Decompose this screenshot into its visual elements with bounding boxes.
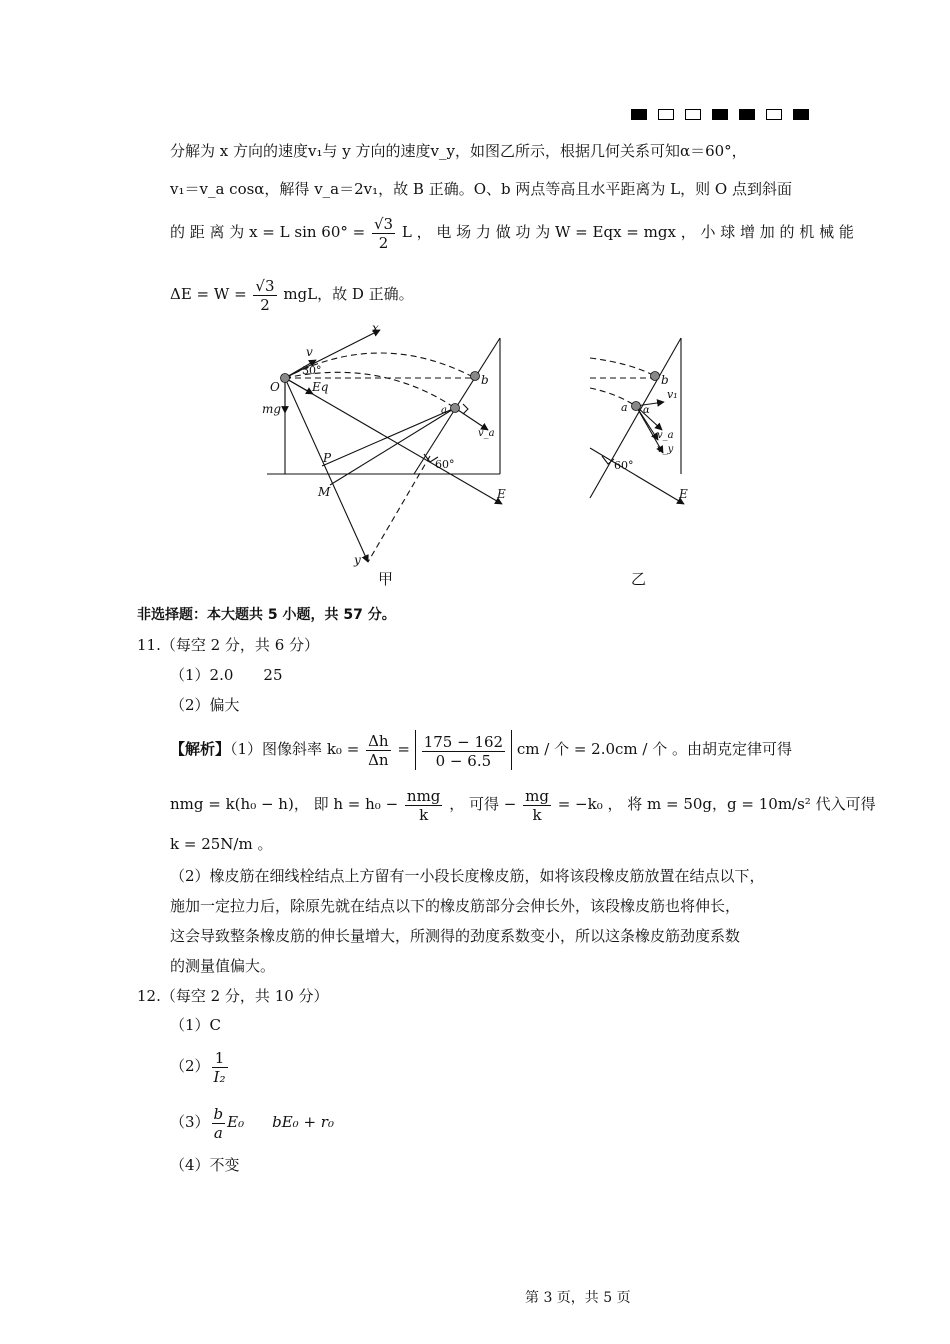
- label-mg: mg: [262, 402, 282, 416]
- header-square: [793, 109, 809, 120]
- q12-answer-2: （2） $\frac{1}{\text{I₂}}$: [170, 1048, 226, 1086]
- label-60: 60°: [435, 458, 455, 471]
- yi-label-v1: v₁: [667, 388, 678, 401]
- label-x: x: [372, 321, 379, 335]
- yi-label-a: a: [621, 401, 628, 414]
- explanation-2c: = −k₀ ， 将 m = 50g，g = 10m/s² 代入可得: [557, 795, 876, 813]
- b-over-a: $\frac{b}{a}$: [213, 1104, 224, 1142]
- q11-answer-2: （2）偏大: [170, 696, 240, 714]
- solution-line-3-b: L ， 电 场 力 做 功 为 W = Eqx = mgx ， 小 球 增 加 的 机 械 能: [401, 223, 854, 241]
- page-number: 第 3 页，共 5 页: [525, 1290, 631, 1306]
- q11-explanation-line-1: [170, 729, 792, 770]
- caption-yi: 乙: [631, 570, 647, 588]
- q11-heading: 11.（每空 2 分，共 6 分）: [137, 636, 320, 654]
- label-a: a: [441, 405, 447, 416]
- explanation-2b: ， 可得 −: [449, 795, 517, 813]
- label-b: b: [481, 373, 489, 387]
- label-O: O: [270, 380, 280, 394]
- solution-line-4-b: mgL，故 D 正确。: [283, 285, 414, 303]
- header-square: [631, 109, 647, 120]
- label-va: v_a: [478, 428, 495, 439]
- label-30: 30°: [302, 364, 322, 377]
- explanation-1b: =: [397, 740, 410, 758]
- q11-part2-line-2: 施加一定拉力后，除原先就在结点以下的橡皮筋部分会伸长外，该段橡皮筋也将伸长，: [170, 897, 741, 915]
- nmg-over-k: $\frac{\text{nmg}}{k}$: [406, 786, 441, 824]
- solution-line-4: [170, 276, 414, 314]
- physics-figure: [0, 318, 950, 598]
- one-over-I2: $\frac{1}{\text{I₂}}$: [213, 1048, 226, 1086]
- figure-yi: [590, 338, 684, 504]
- yi-label-E: E: [679, 487, 688, 501]
- yi-label-60: 60°: [614, 459, 634, 472]
- dh-dn-fraction: $\frac{\Delta h}{\Delta n}$: [368, 731, 389, 769]
- solution-line-3: [170, 214, 854, 252]
- solution-line-1: 分解为 x 方向的速度v₁与 y 方向的速度v_y，如图乙所示，根据几何关系可知α＝60°，: [170, 142, 747, 160]
- section-title: 非选择题：本大题共 5 小题，共 57 分。: [137, 607, 396, 623]
- mg-over-k: $\frac{mg}{k}$: [525, 786, 549, 824]
- explanation-2a: nmg = k(h₀ − h)， 即 h = h₀ −: [170, 795, 399, 813]
- yi-label-b: b: [661, 373, 669, 387]
- q12-heading: 12.（每空 2 分，共 10 分）: [137, 987, 329, 1005]
- yi-label-va: v_a: [657, 430, 674, 441]
- label-v: v: [306, 345, 313, 359]
- q11-explanation-line-2: [170, 784, 876, 824]
- caption-jia: 甲: [378, 570, 394, 588]
- yi-label-alpha: α: [643, 405, 650, 416]
- explanation-tag: 【解析】: [170, 740, 231, 758]
- label-y: y: [354, 553, 361, 567]
- solution-line-2: v₁＝v_a cosα，解得 v_a＝2v₁，故 B 正确。O、b 两点等高且水平距离为 L，则 O 点到斜面: [170, 180, 792, 198]
- solution-line-3-a: 的 距 离 为 x = L sin 60° =: [170, 223, 366, 241]
- q12-answer-1: （1）C: [170, 1016, 222, 1034]
- abs-value-fraction: $\frac{175 - 162}{0 - 6.5}$: [415, 730, 512, 770]
- label-M: M: [318, 485, 331, 499]
- explanation-1c: cm / 个 = 2.0cm / 个 。由胡克定律可得: [516, 740, 793, 758]
- q12-answer-4: （4）不变: [170, 1156, 240, 1174]
- label-E: E: [497, 487, 506, 501]
- header-squares: [631, 104, 820, 122]
- label-Eq: Eq: [312, 380, 329, 394]
- header-square: [658, 109, 674, 120]
- label-P: P: [323, 451, 332, 465]
- q11-part2-line-1: （2）橡皮筋在细线栓结点上方留有一小段长度橡皮筋，如将该段橡皮筋放置在结点以下，: [170, 867, 765, 885]
- sqrt3-over-2-fraction: $\frac{√3}{2}$: [374, 214, 394, 252]
- header-square: [685, 109, 701, 120]
- sqrt3-over-2-fraction-2: $\frac{√3}{2}$: [255, 276, 275, 314]
- yi-label-vy: v_y: [657, 444, 674, 455]
- header-square: [739, 109, 755, 120]
- q11-answer-1: （1）2.0 25: [170, 666, 283, 684]
- explanation-1a: （1）图像斜率 k₀ =: [230, 740, 360, 758]
- q11-part2-line-4: 的测量值偏大。: [170, 957, 276, 975]
- solution-line-4-a: ΔE = W =: [170, 285, 247, 303]
- q11-part2-line-3: 这会导致整条橡皮筋的伸长量增大，所测得的劲度系数变小，所以这条橡皮筋劲度系数: [170, 927, 741, 945]
- header-square: [766, 109, 782, 120]
- q12-answer-3: （3） $\frac{b}{a}$ E₀ bE₀ + r₀: [170, 1104, 334, 1142]
- header-square: [712, 109, 728, 120]
- q11-explanation-line-3: k = 25N/m 。: [170, 835, 273, 853]
